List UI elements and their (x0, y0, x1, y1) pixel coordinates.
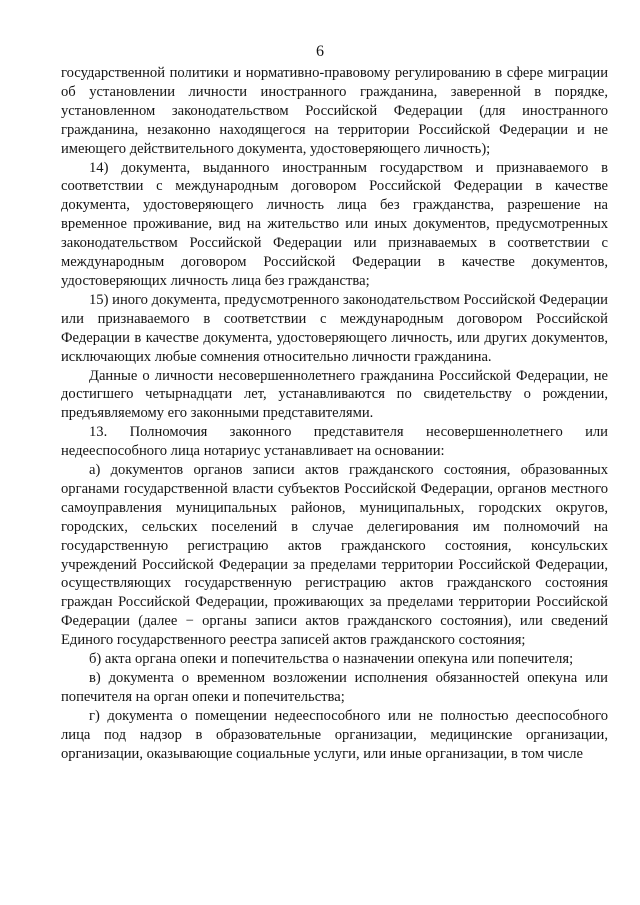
page-number: 6 (316, 43, 324, 60)
paragraph-item-15: 15) иного документа, предусмотренного законодательством Российской Федерации или признаваемого в соответствии с международным договором Российской Федерации в качестве документа, удостоверяющего личность, или других документов, исключающих любые сомнения относительно личности гражданина. (61, 291, 608, 365)
paragraph-item-g: г) документа о помещении недееспособного или не полностью дееспособного лица под надзор в образовательные организации, медицинские организации, организации, оказывающие социальные услуги, или иные организации, в том числе (61, 707, 608, 762)
paragraph-item-b: б) акта органа опеки и попечительства о назначении опекуна или попечителя; (89, 651, 574, 668)
paragraph-item-v: в) документа о временном возложении исполнения обязанностей опекуна или попечителя на орган опеки и попечительства; (61, 670, 608, 705)
paragraph-item-a: а) документов органов записи актов гражданского состояния, образованных органами государственной власти субъектов Российской Федерации, органов местного самоуправления муниципальных районов, муниципальных, городских округов, городских, сельских поселений в случае делегирования им полномочий на государственную регистрацию актов гражданского состояния, консульских учреждений Российской Федерации за пределами территории Российской Федерации, осуществляющих государственную регистрацию актов гражданского состояния граждан Российской Федерации, проживающих за пределами территории Российской Федерации (далее − органы записи актов гражданского состояния), или сведений Единого государственного реестра записей актов гражданского состояния; (61, 462, 608, 649)
paragraph-continuation: государственной политики и нормативно-правовому регулированию в сфере миграции об установлении личности иностранного гражданина, заверенной в порядке, установленном законодательством Российской Федерации (для иностранного гражданина, незаконно находящегося на территории Российской Федерации и не имеющего действительного документа, удостоверяющего личность); (61, 65, 608, 157)
paragraph-item-14: 14) документа, выданного иностранным государством и признаваемого в соответствии с международным договором Российской Федерации в качестве документа, удостоверяющего личность лица без гражданства, разрешение на временное проживание, вид на жительство или иных документов, предусмотренных законодательством Российской Федерации или признаваемых в соответствии с международным договором Российской Федерации в качестве документов, удостоверяющих личность лица без гражданства; (61, 159, 608, 289)
paragraph-minor-identity: Данные о личности несовершеннолетнего гражданина Российской Федерации, не достигшего четырнадцати лет, устанавливаются по свидетельству о рождении, предъявляемому его законными представителями. (61, 367, 608, 422)
paragraph-section-13: 13. Полномочия законного представителя несовершеннолетнего или недееспособного лица нотариус устанавливает на основании: (61, 424, 608, 460)
document-body (61, 64, 608, 764)
